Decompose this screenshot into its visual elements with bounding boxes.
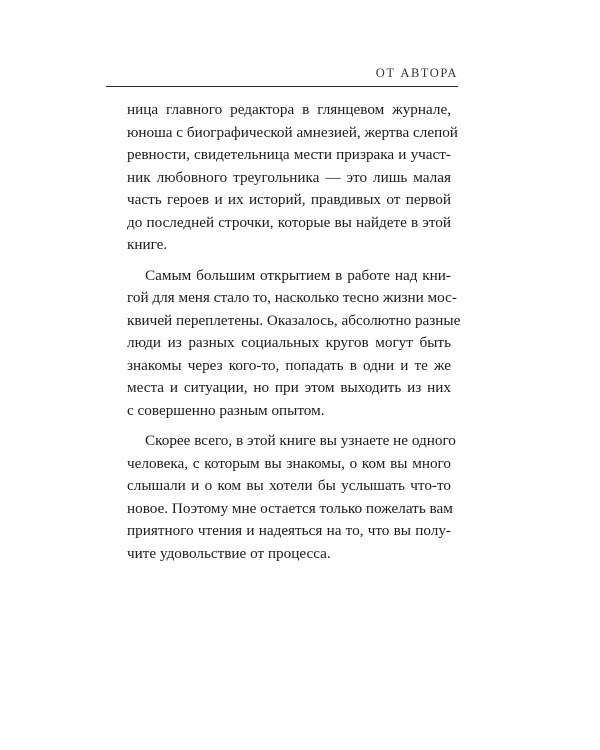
- text-line: гой для меня стало то, насколько тесно жизни мос-: [127, 289, 457, 306]
- text-line: Скорее всего, в этой книге вы узнаете не одного: [145, 432, 456, 449]
- header-rule: [106, 86, 458, 87]
- text-line: до последней строчки, которые вы найдете в этой: [127, 213, 451, 231]
- text-line: знакомы через кого-то, попадать в одни и те же: [127, 356, 451, 374]
- text-line: чите удовольствие от процесса.: [127, 544, 331, 562]
- text-line: ревности, свидетельница мести призрака и участ-: [127, 146, 451, 163]
- text-line: слышали и о ком вы хотели бы услышать что-то: [127, 477, 451, 494]
- text-line: часть героев и их историй, правдивых от первой: [127, 191, 451, 208]
- paragraph: [127, 99, 458, 257]
- text-line: новое. Поэтому мне остается только пожелать вам: [127, 499, 453, 517]
- running-header: ОТ АВТОРА: [375, 66, 458, 80]
- body-text: [127, 99, 461, 565]
- text-line: приятного чтения и надеяться на то, что вы полу-: [127, 522, 451, 539]
- paragraph: [127, 265, 461, 423]
- text-line: люди из разных социальных кругов могут быть: [127, 334, 451, 351]
- text-line: книге.: [127, 236, 168, 253]
- text-line: Самым большим открытием в работе над кни-: [145, 266, 451, 284]
- text-line: юноша с биографической амнезией, жертва слепой: [127, 123, 458, 141]
- text-line: человека, с которым вы знакомы, о ком вы много: [127, 454, 451, 472]
- paragraph: [127, 430, 456, 565]
- text-line: ница главного редактора в глянцевом журнале,: [127, 101, 451, 118]
- text-line: ник любовного треугольника — это лишь малая: [127, 168, 451, 186]
- text-line: квичей переплетены. Оказалось, абсолютно разные: [127, 311, 461, 329]
- text-line: места и ситуации, но при этом выходить из них: [127, 379, 451, 396]
- text-line: с совершенно разным опытом.: [127, 401, 325, 419]
